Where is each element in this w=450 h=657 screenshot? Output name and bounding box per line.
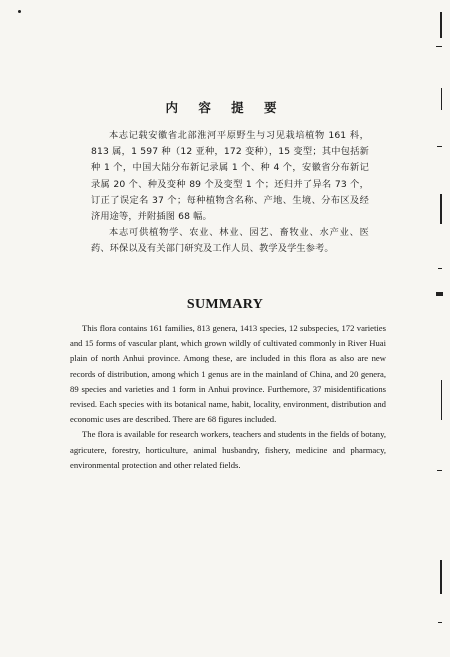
binding-edge-mark — [441, 380, 442, 420]
english-summary-body — [70, 321, 386, 473]
chinese-summary-paragraph: 本志可供植物学、农业、林业、园艺、畜牧业、水产业、医药、环保以及有关部门研究及工作人员、教学及学生参考。 — [91, 227, 369, 255]
binding-edge-mark — [436, 292, 443, 296]
english-summary-title: SUMMARY — [186, 297, 264, 312]
chinese-summary-title: 内 容 提 要 — [165, 100, 285, 115]
scan-speck — [18, 10, 21, 13]
binding-edge-mark — [438, 268, 442, 269]
binding-edge-mark — [438, 622, 442, 623]
english-summary-paragraph: The flora is available for research workers, teachers and students in the fields of botany, agricutere, forestry, horticulture, animal husbandry, fishery, medicine and pharmacy, environmental protection and other related fields. — [70, 429, 386, 470]
binding-edge-mark — [440, 194, 442, 224]
binding-edge-mark — [437, 470, 442, 471]
chinese-summary-body — [91, 128, 369, 258]
binding-edge-mark — [436, 46, 442, 47]
binding-edge-mark — [437, 146, 442, 147]
binding-edge-mark — [440, 560, 442, 594]
chinese-summary-paragraph: 本志记载安徽省北部淮河平原野生与习见栽培植物 161 科，813 属，1 597 种（12 亚种，172 变种），15 变型；其中包括新种 1 个，中国大陆分布新记录属 1 个、种 4 个，安徽省分布新记录属 20 个、种及变种 89 个及变型 1 个；还归并了异名 73 个，订正了误定名 37 个；每种植物含名称、产地、生境、分布区及经济用途等，并附插图 68 幅。 — [91, 130, 369, 223]
english-summary-paragraph: This flora contains 161 families, 813 genera, 1413 species, 12 subspecies, 172 varieties and 15 forms of vascular plant, which grown wildly of cultivated commonly in River Huai plain of north Anhui province. Among these, are included in this flora as also are new records of distribution, among which 1 genus are in the mainland of China, and 20 genera, 89 species and varieties and 1 form in Anhui province. Furthemore, 37 misidentifications revised. Each species with its botanical name, habit, locality, environment, distribution and economic uses are described. There are 68 figures included. — [70, 323, 386, 425]
binding-edge-mark — [440, 12, 442, 38]
